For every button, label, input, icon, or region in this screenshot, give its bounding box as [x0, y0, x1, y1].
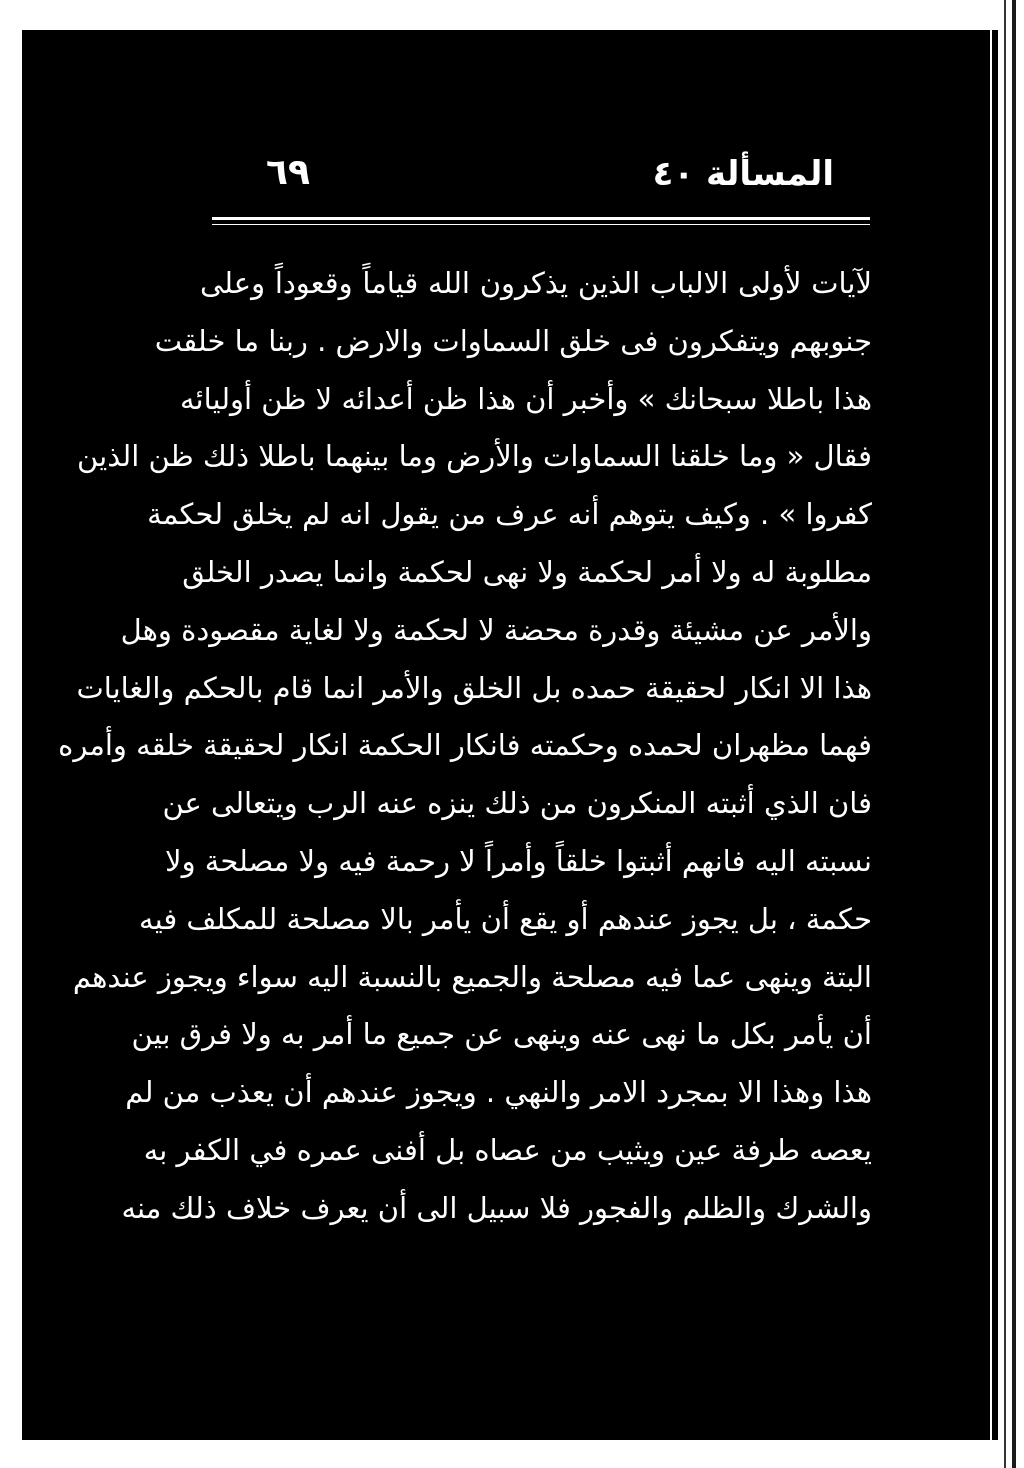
header-rule-thin: [212, 224, 870, 225]
text-line: يعصه طرفة عين ويثيب من عصاه بل أفنى عمره في الكفر به: [143, 1132, 872, 1167]
text-line: والأمر عن مشيئة وقدرة محضة لا لحكمة ولا لغاية مقصودة وهل: [120, 612, 872, 647]
text-line: فقال « وما خلقنا السماوات والأرض وما بينهما باطلا ذلك ظن الذين: [77, 439, 872, 474]
text-line: حكمة ، بل يجوز عندهم أو يقع أن يأمر بالا مصلحة للمكلف فيه: [139, 901, 872, 936]
scan-edge: [1004, 0, 1006, 1468]
text-line: والشرك والظلم والفجور فلا سبيل الى أن يعرف خلاف ذلك منه: [121, 1190, 872, 1225]
text-line: كفروا » . وكيف يتوهم أنه عرف من يقول انه لم يخلق لحكمة: [147, 497, 872, 532]
section-title: المسألة ٤٠: [652, 154, 834, 194]
text-line: نسبته اليه فانهم أثبتوا خلقاً وأمراً لا رحمة فيه ولا مصلحة ولا: [165, 843, 872, 878]
text-line: لآيات لأولى الالباب الذين يذكرون الله قياماً وقعوداً وعلى: [200, 266, 872, 300]
scan-edge: [1012, 0, 1016, 1468]
text-line: فهما مظهران لحمده وحكمته فانكار الحكمة انكار لحقيقة خلقه وأمره: [58, 728, 872, 763]
page-header: [230, 152, 870, 208]
header-rule: [212, 217, 870, 220]
text-line: مطلوبة له ولا أمر لحكمة ولا نهى لحكمة وانما يصدر الخلق: [182, 554, 872, 589]
text-line: جنوبهم ويتفكرون فى خلق السماوات والارض . ربنا ما خلقت: [154, 323, 872, 358]
text-line: أن يأمر بكل ما نهى عنه وينهى عن جميع ما أمر به ولا فرق بين: [131, 1017, 872, 1052]
text-line: البتة وينهى عما فيه مصلحة والجميع بالنسبة اليه سواء ويجوز عندهم: [72, 959, 872, 994]
text-line: فان الذي أثبته المنكرون من ذلك ينزه عنه الرب ويتعالى عن: [162, 786, 872, 821]
text-line: هذا باطلا سبحانك » وأخبر أن هذا ظن أعدائه لا ظن أوليائه: [179, 381, 872, 416]
text-line: هذا الا انكار لحقيقة حمده بل الخلق والأمر انما قام بالحكم والغايات: [76, 670, 872, 705]
page-number: ٦٩: [266, 152, 310, 193]
text-line: هذا وهذا الا بمجرد الامر والنهي . ويجوز عندهم أن يعذب من لم: [125, 1075, 872, 1110]
body-text: [58, 255, 872, 1315]
